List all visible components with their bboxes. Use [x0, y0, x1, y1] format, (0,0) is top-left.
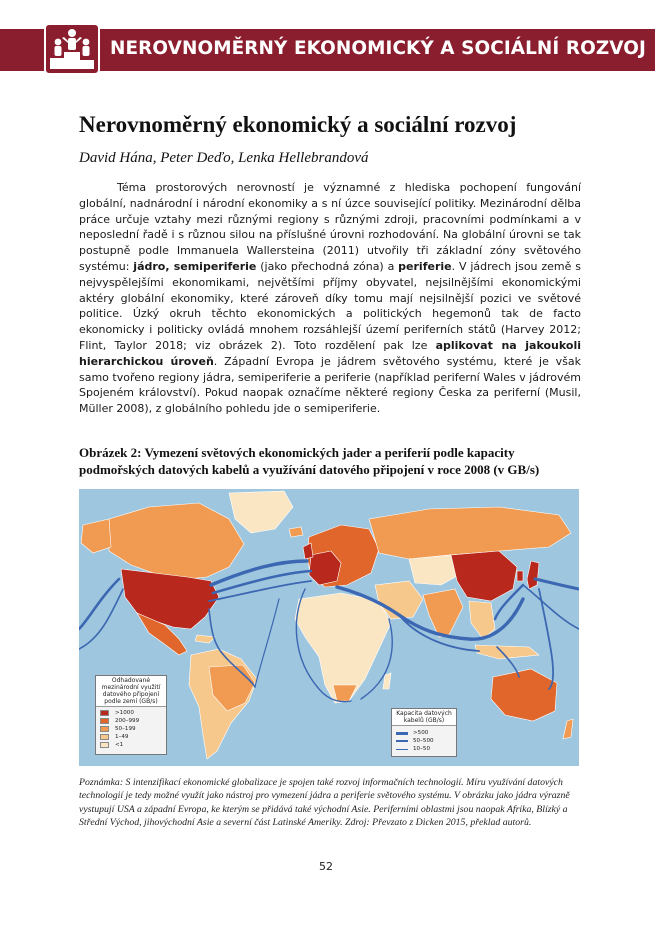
usage-legend: [95, 675, 167, 755]
uk-shape: [303, 543, 313, 559]
bold-run: aplikovat na jakoukoli hierarchickou úroveň: [79, 338, 581, 368]
legend-swatch: [100, 710, 109, 716]
iceland-shape: [289, 527, 303, 537]
legend-swatch: [100, 742, 109, 748]
usage-legend-item: [96, 733, 166, 741]
figure-caption: Obrázek 2: Vymezení světových ekonomických jader a periferií podle kapacity podmořských datových kabelů a využívání datového připojení v roce 2008 (v GB/s): [79, 445, 540, 477]
people-on-podium-icon: [44, 23, 100, 75]
page-number: 52: [319, 860, 333, 873]
text-run: Téma prostorových nerovností je významné z hlediska pochopení fungování globální, nadnárodní i národní ekonomiky a s ní úzce související politiky. Mezinárodní dělba práce určuje vztahy mezi různými regiony s různými zdroji, pracovními podmínkami a v neposlední řadě i s různou silou na příslušné úrovni rozhodování. Na globální úrovni se tak postupně podle Immanuela Wallersteina (2011) utvořily tři základní zóny světového systému:: [79, 181, 581, 273]
legend-label: >500: [413, 730, 429, 736]
cable-legend-item: [392, 745, 456, 753]
legend-label: <1: [115, 742, 124, 748]
article-title: Nerovnoměrný ekonomický a sociální rozvoj: [79, 112, 517, 137]
body-paragraph: [79, 180, 581, 417]
caribbean-shape: [195, 635, 215, 643]
legend-label: 50–500: [413, 738, 434, 744]
usage-legend-item: [96, 717, 166, 725]
figure-note: Poznámka: S intenzifikací ekonomické globalizace je spojen také rozvoj informačních technologií. Míru využívání datových technologií je tedy možné využít jako nástroj pro vymezení jádra a periferie světového systému. V obrázku jako jádra výrazně vystupují USA a západní Evropa, ke kterým se přidává také východní Asie. Periferními oblastmi jsou naopak Afrika, Blízký a Střední Východ, jihovýchodní Asie a severní část Latinské Ameriky. Zdroj: Převzato z Dicken 2015, překlad autorů.: [79, 777, 570, 829]
usage-legend-title: Odhadované mezinárodní využití datového připojení podle zemí (GB/s): [96, 676, 166, 707]
usa-shape: [121, 569, 219, 629]
cable-legend: [391, 708, 457, 757]
legend-line: [396, 749, 408, 750]
cable-legend-item: [392, 729, 456, 737]
russia-shape: [369, 507, 571, 559]
text-run: . Západní Evropa je jádrem světového systému, které je však samo tvořeno regiony jádra, semiperiferie a periferie (například periferní Wales v jádrovém Spojeném království). Pokud naopak označíme některé regiony Česka za periferní (Musil, Müller 2008), z globálního pohledu jde o semiperiferie.: [79, 354, 581, 416]
central-asia-shape: [409, 555, 459, 585]
australia-shape: [491, 669, 557, 721]
greenland-shape: [229, 491, 293, 533]
text-run: (jako přechodná zóna) a: [256, 259, 399, 273]
legend-label: 1–49: [115, 734, 129, 740]
banner-title: NEROVNOMĚRNÝ EKONOMICKÝ A SOCIÁLNÍ ROZVOJ: [110, 38, 646, 59]
legend-label: 50–199: [115, 726, 136, 732]
china-shape: [451, 551, 517, 601]
usage-legend-item: [96, 741, 166, 749]
japan-shape: [527, 561, 539, 589]
cable-legend-item: [392, 737, 456, 745]
legend-label: 200–999: [115, 718, 140, 724]
legend-swatch: [100, 734, 109, 740]
korea-shape: [517, 571, 523, 581]
legend-swatch: [100, 718, 109, 724]
bold-run: jádro, semiperiferie: [133, 259, 257, 273]
legend-label: 10–50: [413, 746, 431, 752]
usage-legend-item: [96, 725, 166, 733]
usage-legend-item: [96, 709, 166, 717]
new-zealand-shape: [563, 719, 573, 739]
legend-swatch: [100, 726, 109, 732]
world-map-figure: [79, 489, 579, 766]
canada-shape: [109, 503, 244, 579]
legend-line: [396, 740, 408, 742]
legend-label: >1000: [115, 710, 134, 716]
legend-line: [396, 732, 408, 735]
text-run: . V jádrech jsou země s nejvyspělejšími ekonomikami, největšími příjmy obyvatel, nejsilnějšími ekonomickými aktéry globální ekonomiky, které zároveň díky tomu mají nejsilnější pozici ve světové politice. Úzký okruh těchto ekonomických a politických hegemonů tak de facto ekonomicky i politicky ovládá mnohem rozsáhlejší území periferních států (Harvey 2012; Flint, Taylor 2018; viz obrázek 2). Toto rozdělení pak lze: [79, 259, 581, 352]
bold-run: periferie: [398, 259, 452, 273]
article-authors: David Hána, Peter Deďo, Lenka Hellebrandová: [79, 150, 369, 166]
cable-legend-title: Kapacita datových kabelů (GB/s): [392, 709, 456, 726]
alaska-shape: [81, 519, 111, 553]
